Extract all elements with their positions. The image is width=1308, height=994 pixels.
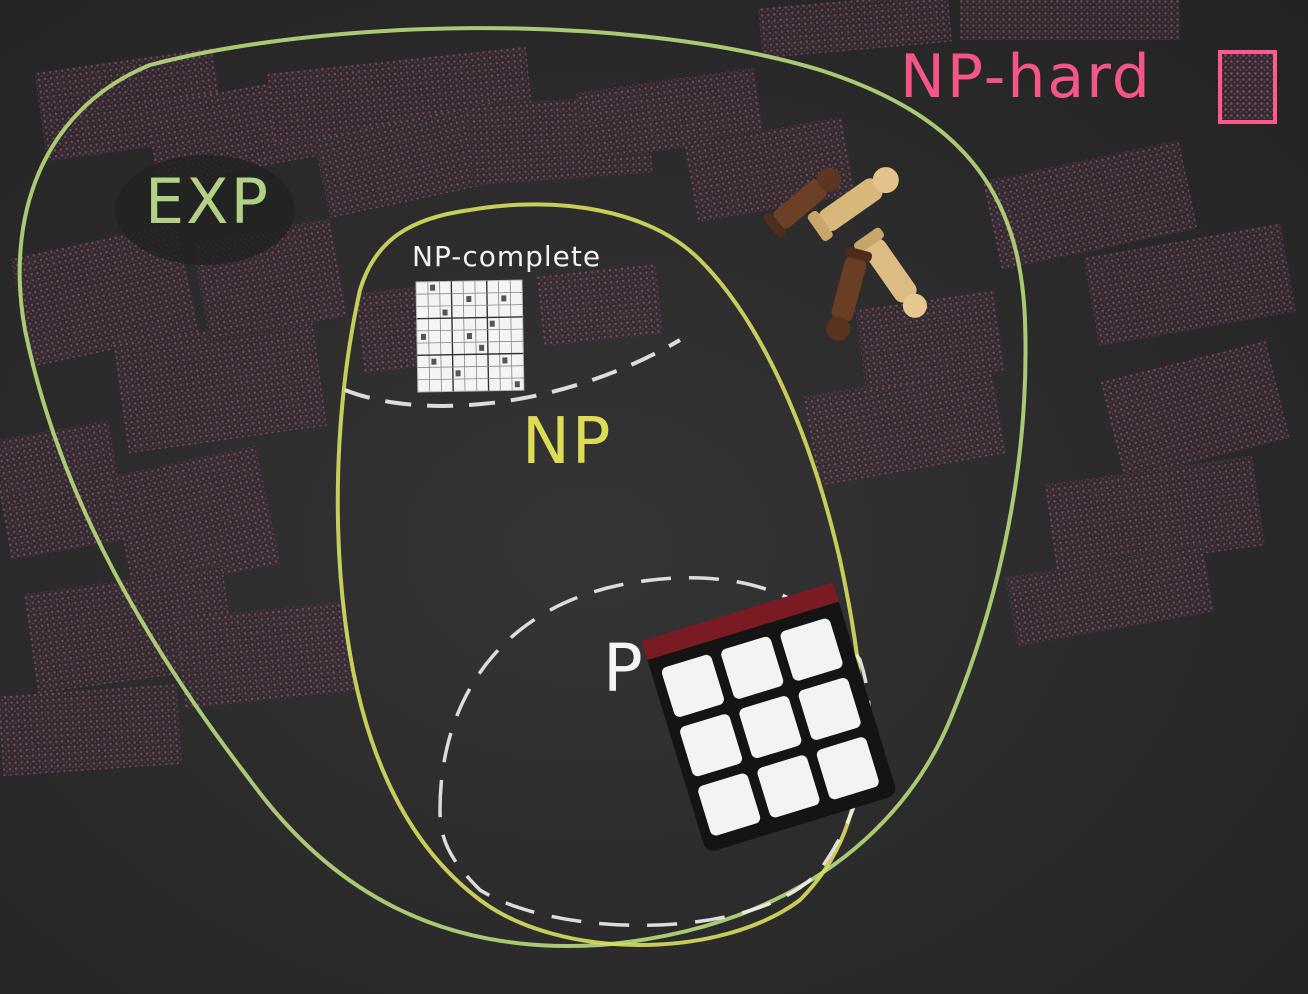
np-hard-label: NP-hard — [900, 42, 1152, 112]
rubiks-cube-icon — [642, 582, 898, 853]
sudoku-icon — [416, 280, 524, 392]
exp-label: EXP — [145, 165, 271, 238]
np-complete-label: NP-complete — [412, 240, 602, 273]
np-label: NP — [522, 405, 613, 479]
p-label: P — [603, 630, 645, 707]
np-hard-box-icon — [1220, 52, 1275, 122]
